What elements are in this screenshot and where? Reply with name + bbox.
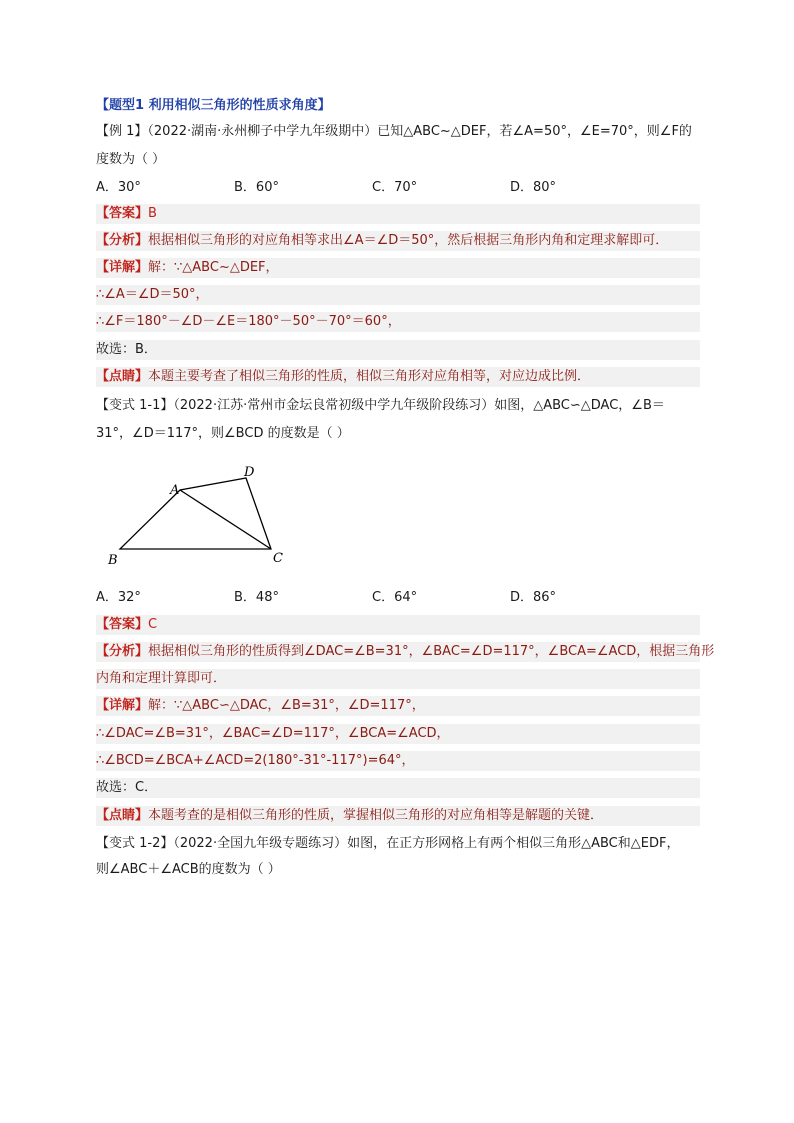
analysis-label: 【分析】 <box>96 233 149 248</box>
comment-text: 本题考查的是相似三角形的性质，掌握相似三角形的对应角相等是解题的关键． <box>148 808 604 823</box>
variant-1-1-step-1: ∴∠DAC=∠B=31°，∠BAC=∠D=117°，∠BCA=∠ACD， <box>96 724 700 744</box>
figure-diagonal-ac <box>180 490 271 549</box>
figure-outline <box>120 478 271 549</box>
detail-text: 解：∵△ABC~△DEF， <box>148 260 279 275</box>
variant-1-1-option-c: C．64° <box>372 590 418 605</box>
example-1-question-line-1: 【例 1】（2022·湖南·永州柳子中学九年级期中）已知△ABC~△DEF，若∠A=50°，∠E=70°，则∠F的 <box>96 124 692 139</box>
answer-label: 【答案】 <box>96 206 149 221</box>
label-b: B <box>108 553 118 568</box>
analysis-text: 根据相似三角形的性质得到∠DAC=∠B=31°，∠BAC=∠D=117°，∠BCA=∠ACD，根据三角形 <box>148 644 715 659</box>
example-1-step-2: ∴∠F＝180°－∠D－∠E＝180°－50°－70°＝60°， <box>96 312 700 332</box>
variant-1-1-option-d: D．86° <box>510 590 557 605</box>
analysis-text: 根据相似三角形的对应角相等求出∠A＝∠D＝50°，然后根据三角形内角和定理求解即可． <box>148 233 669 248</box>
example-1-detail <box>96 258 700 278</box>
example-1-answer <box>96 204 700 224</box>
example-1-option-d: D．80° <box>510 180 557 195</box>
comment-label: 【点睛】 <box>96 369 149 384</box>
example-1-option-a: A．30° <box>96 180 141 195</box>
label-c: C <box>273 551 283 566</box>
label-a: A <box>170 483 180 498</box>
variant-1-1-detail <box>96 696 700 716</box>
variant-1-1-analysis <box>96 642 715 662</box>
comment-label: 【点睛】 <box>96 808 149 823</box>
section-title: 【题型1 利用相似三角形的性质求角度】 <box>96 98 331 113</box>
variant-1-1-option-b: B．48° <box>234 590 279 605</box>
variant-1-1-answer <box>96 615 700 635</box>
analysis-label: 【分析】 <box>96 644 149 659</box>
detail-label: 【详解】 <box>96 260 149 275</box>
example-1-comment <box>96 367 700 387</box>
example-1-option-b: B．60° <box>234 180 279 195</box>
example-1-option-c: C．70° <box>372 180 418 195</box>
comment-text: 本题主要考查了相似三角形的性质，相似三角形对应角相等，对应边成比例． <box>148 369 591 384</box>
variant-1-2-question-line-1: 【变式 1-2】（2022·全国九年级专题练习）如图，在正方形网格上有两个相似三角形△ABC和△EDF， <box>96 836 680 851</box>
example-1-choice: 故选：B． <box>96 340 700 360</box>
variant-1-1-comment <box>96 806 700 826</box>
variant-1-1-step-2: ∴∠BCD=∠BCA+∠ACD=2(180°-31°-117°)=64°， <box>96 751 700 771</box>
answer-value: C <box>148 617 158 632</box>
detail-label: 【详解】 <box>96 698 149 713</box>
variant-1-1-question-line-1: 【变式 1-1】（2022·江苏·常州市金坛良常初级中学九年级阶段练习）如图，△ABC∽△DAC，∠B＝ <box>96 398 665 413</box>
variant-1-2-question-line-2: 则∠ABC＋∠ACB的度数为（ ） <box>96 862 281 877</box>
example-1-analysis <box>96 231 700 251</box>
example-1-question-line-2: 度数为（ ） <box>96 152 166 167</box>
variant-1-1-option-a: A．32° <box>96 590 141 605</box>
variant-1-1-analysis-continued: 内角和定理计算即可． <box>96 669 700 689</box>
example-1-step-1: ∴∠A＝∠D＝50°， <box>96 285 700 305</box>
variant-1-1-choice: 故选：C． <box>96 778 700 798</box>
variant-1-1-question-line-2: 31°，∠D＝117°，则∠BCD 的度数是（ ） <box>96 426 350 441</box>
label-d: D <box>244 465 255 480</box>
triangle-figure <box>100 458 300 570</box>
answer-value: B <box>148 206 157 221</box>
detail-text: 解：∵△ABC∽△DAC，∠B=31°，∠D=117°， <box>148 698 425 713</box>
answer-label: 【答案】 <box>96 617 149 632</box>
